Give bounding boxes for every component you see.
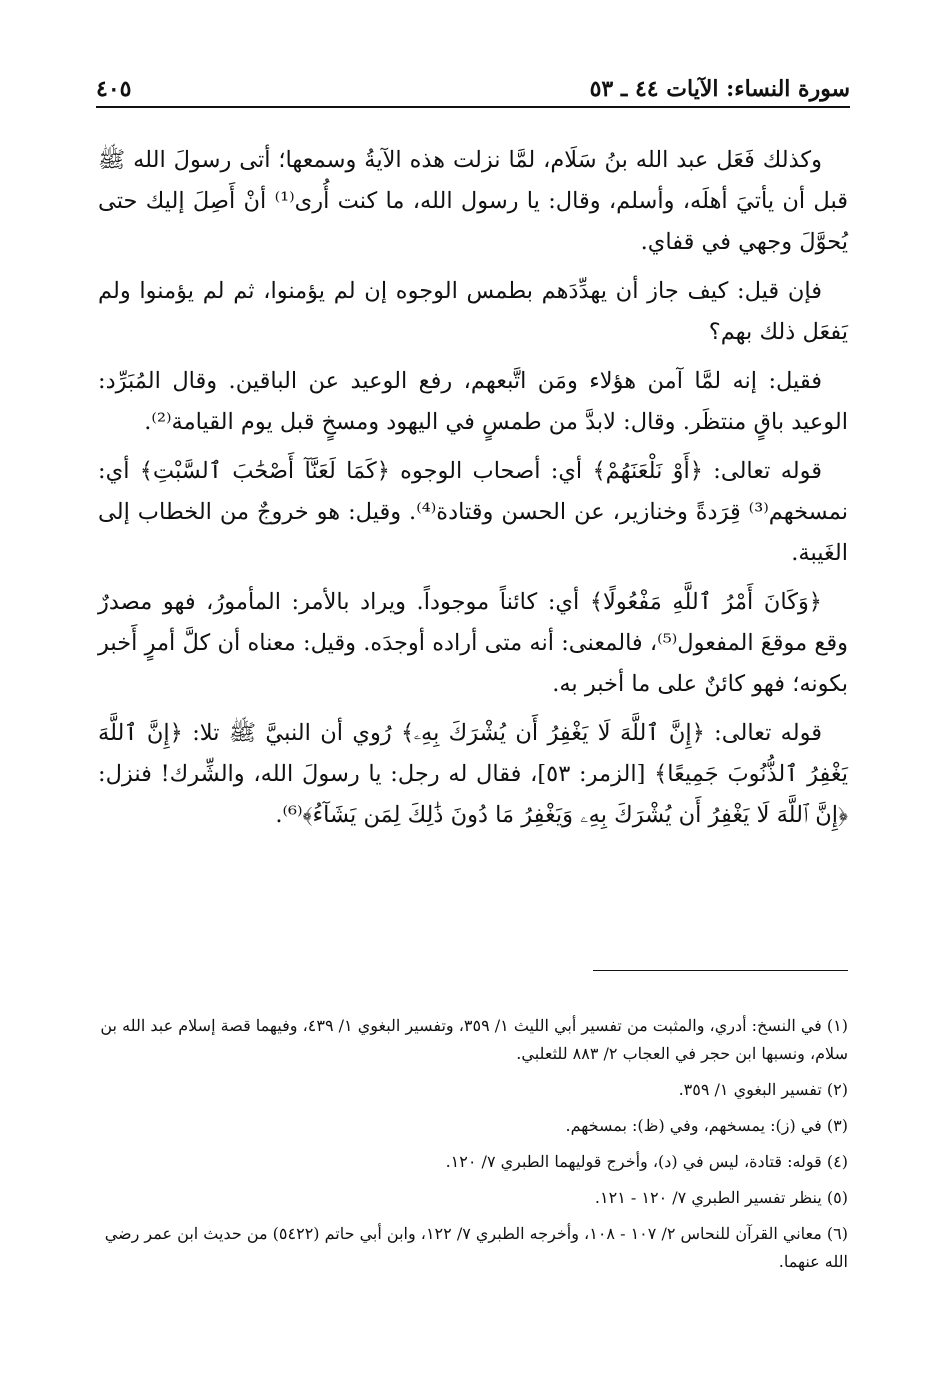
footnote: (٢) تفسير البغوي ١/ ٣٥٩. xyxy=(678,1080,848,1099)
paragraph: قوله تعالى: ﴿أَوْ نَلْعَنَهُمْ﴾ أي: أصحاب الوجوه ﴿كَمَا لَعَنَّآ أَصْحَٰبَ ٱلسَّبْتِ﴾ أي: نمسخهم⁽³⁾ قِرَدةً وخنازير، عن الحسن وقتادة⁽⁴⁾. وقيل: هو خروجٌ من الخطاب إلى الغَيبة. xyxy=(98,458,848,566)
footnote: (٦) معاني القرآن للنحاس ٢/ ١٠٧ - ١٠٨، وأخرجه الطبري ٧/ ١٢٢، وابن أبي حاتم (٥٤٢٢) من حديث ابن عمر رضي الله عنهما. xyxy=(104,1224,848,1271)
paragraph: قوله تعالى: ﴿إِنَّ ٱللَّهَ لَا يَغْفِرُ أَن يُشْرَكَ بِهِۦ﴾ رُوي أن النبيَّ ﷺ تلا: ﴿إِنَّ ٱللَّهَ يَغْفِرُ ٱلذُّنُوبَ جَمِيعًا﴾ [الزمر: ٥٣]، فقال له رجل: يا رسولَ الله، والشِّرك! فنزل: ﴿إِنَّ ٱللَّهَ لَا يَغْفِرُ أَن يُشْرَكَ بِهِۦ وَيَغْفِرُ مَا دُونَ ذَٰلِكَ لِمَن يَشَآءُ﴾⁽⁶⁾. xyxy=(98,720,848,828)
footnote: (٥) ينظر تفسير الطبري ٧/ ١٢٠ - ١٢١. xyxy=(594,1188,848,1207)
footnote: (١) في النسخ: أدري، والمثبت من تفسير أبي الليث ١/ ٣٥٩، وتفسير البغوي ١/ ٤٣٩، وفيهما قصة إسلام عبد الله بن سلام، ونسبها ابن حجر في العجاب ٢/ ٨٨٣ للثعلبي. xyxy=(100,1016,848,1063)
paragraph: فقيل: إنه لمَّا آمن هؤلاء ومَن اتَّبعهم، رفع الوعيد عن الباقين. وقال المُبَرِّد: الوعيد باقٍ منتظَر. وقال: لابدَّ من طمسٍ في اليهود ومسخٍ قبل يوم القيامة⁽²⁾. xyxy=(98,368,848,435)
paragraph: وكذلك فَعَل عبد الله بنُ سَلَام، لمَّا نزلت هذه الآيةُ وسمعها؛ أتى رسولَ الله ﷺ قبل أن يأتيَ أهلَه، وأسلم، وقال: يا رسول الله، ما كنت أُرى⁽¹⁾ أنْ أَصِلَ إليك حتى يُحوَّلَ وجهي في قفاي. xyxy=(98,147,848,255)
footnotes xyxy=(96,1012,848,1284)
page-header xyxy=(96,62,850,108)
main-text xyxy=(98,140,848,844)
footnote-divider xyxy=(593,970,848,971)
footnote: (٣) في (ز): يمسخهم، وفي (ظ): بمسخهم. xyxy=(565,1116,848,1135)
footnote: (٤) قوله: قتادة، ليس في (د)، وأخرج قوليهما الطبري ٧/ ١٢٠. xyxy=(445,1152,848,1171)
page-number: ٤٠٥ xyxy=(96,76,132,102)
paragraph: فإن قيل: كيف جاز أن يهدِّدَهم بطمس الوجوه إن لم يؤمنوا، ثم لم يؤمنوا ولم يَفعَل ذلك بهم؟ xyxy=(98,278,848,345)
running-title: سورة النساء: الآيات ٤٤ ـ ٥٣ xyxy=(589,76,850,102)
paragraph: ﴿وَكَانَ أَمْرُ ٱللَّهِ مَفْعُولًا﴾ أي: كائناً موجوداً. ويراد بالأمر: المأمورُ، فهو مصدرٌ وقع موقعَ المفعول⁽⁵⁾، فالمعنى: أنه متى أراده أوجدَه. وقيل: معناه أن كلَّ أمرٍ أَخبر بكونه؛ فهو كائنٌ على ما أخبر به. xyxy=(98,589,848,697)
